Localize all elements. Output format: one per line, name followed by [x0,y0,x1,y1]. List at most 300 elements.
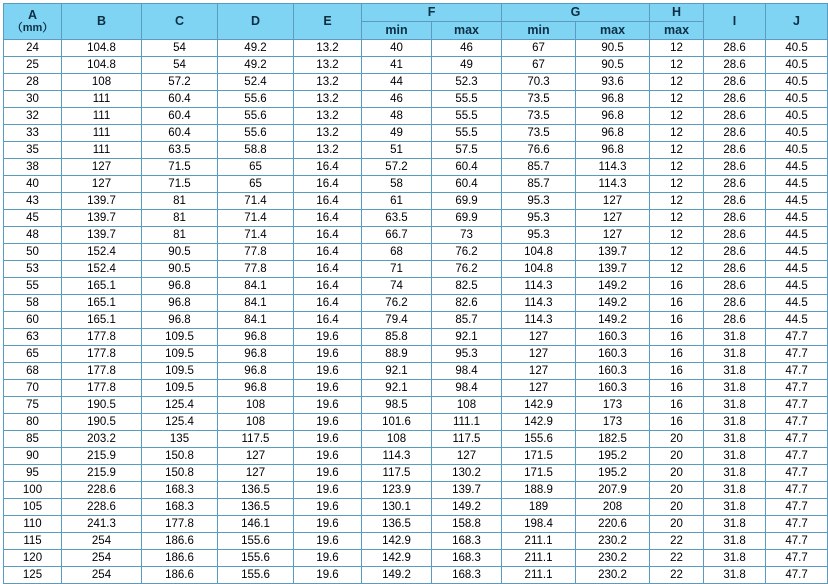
table-cell: 84.1 [218,278,294,295]
table-cell: 60.4 [432,176,502,193]
table-row [4,295,828,312]
table-cell: 28.6 [704,193,766,210]
table-cell: 22 [650,533,704,550]
table-cell: 47.7 [766,482,828,499]
table-cell: 190.5 [62,414,142,431]
table-cell: 71.5 [142,176,218,193]
table-cell: 104.8 [502,244,576,261]
table-cell: 73 [432,227,502,244]
column-header-f-min: min [362,22,432,40]
table-row [4,431,828,448]
table-cell: 73.5 [502,108,576,125]
column-header-a [4,4,62,40]
table-cell: 63.5 [362,210,432,227]
table-cell: 228.6 [62,482,142,499]
table-cell: 31.8 [704,567,766,584]
table-cell: 85.7 [432,312,502,329]
table-cell: 76.2 [432,261,502,278]
table-cell: 114.3 [576,159,650,176]
table-cell: 44.5 [766,210,828,227]
table-cell: 90.5 [142,244,218,261]
table-cell: 28.6 [704,108,766,125]
table-cell: 152.4 [62,261,142,278]
table-cell: 120 [4,550,62,567]
table-cell: 108 [218,397,294,414]
table-cell: 208 [576,499,650,516]
table-cell: 71 [362,261,432,278]
table-cell: 207.9 [576,482,650,499]
table-cell: 19.6 [294,499,362,516]
table-cell: 22 [650,550,704,567]
table-cell: 92.1 [432,329,502,346]
table-cell: 24 [4,40,62,57]
table-cell: 22 [650,567,704,584]
table-cell: 28.6 [704,125,766,142]
table-cell: 55.6 [218,91,294,108]
table-cell: 149.2 [576,295,650,312]
table-cell: 101.6 [362,414,432,431]
table-cell: 171.5 [502,465,576,482]
table-cell: 84.1 [218,295,294,312]
table-cell: 60.4 [142,91,218,108]
table-cell: 38 [4,159,62,176]
table-cell: 25 [4,57,62,74]
table-cell: 95.3 [432,346,502,363]
table-cell: 65 [218,159,294,176]
table-cell: 150.8 [142,448,218,465]
table-cell: 98.4 [432,363,502,380]
table-row [4,397,828,414]
table-cell: 28.6 [704,57,766,74]
table-cell: 44.5 [766,244,828,261]
table-cell: 96.8 [142,278,218,295]
table-cell: 67 [502,40,576,57]
table-cell: 142.9 [362,550,432,567]
table-cell: 96.8 [218,380,294,397]
table-cell: 155.6 [502,431,576,448]
table-cell: 93.6 [576,74,650,91]
table-cell: 44.5 [766,312,828,329]
column-header-g-max: max [576,22,650,40]
table-cell: 127 [576,210,650,227]
table-cell: 16.4 [294,244,362,261]
column-header-e: E [294,4,362,40]
table-cell: 117.5 [362,465,432,482]
table-cell: 16.4 [294,261,362,278]
table-cell: 215.9 [62,465,142,482]
table-cell: 20 [650,448,704,465]
table-cell: 96.8 [218,363,294,380]
table-cell: 67 [502,57,576,74]
table-cell: 44.5 [766,227,828,244]
table-cell: 149.2 [432,499,502,516]
table-cell: 40 [4,176,62,193]
table-cell: 230.2 [576,550,650,567]
table-cell: 28.6 [704,227,766,244]
table-cell: 28.6 [704,295,766,312]
table-cell: 55.5 [432,108,502,125]
table-cell: 12 [650,40,704,57]
table-row [4,74,828,91]
table-cell: 12 [650,142,704,159]
table-cell: 19.6 [294,465,362,482]
table-cell: 49 [362,125,432,142]
table-row [4,533,828,550]
table-cell: 31.8 [704,482,766,499]
column-header-g-min: min [502,22,576,40]
specification-table [3,3,828,584]
table-cell: 95.3 [502,210,576,227]
table-cell: 177.8 [142,516,218,533]
table-cell: 69.9 [432,193,502,210]
table-row [4,210,828,227]
table-cell: 12 [650,108,704,125]
table-cell: 44 [362,74,432,91]
table-cell: 49.2 [218,57,294,74]
table-cell: 40.5 [766,74,828,91]
table-cell: 47.7 [766,397,828,414]
table-cell: 165.1 [62,278,142,295]
table-row [4,125,828,142]
table-cell: 58 [362,176,432,193]
table-row [4,550,828,567]
table-cell: 13.2 [294,142,362,159]
table-cell: 186.6 [142,550,218,567]
table-cell: 160.3 [576,346,650,363]
table-cell: 71.4 [218,227,294,244]
table-cell: 16.4 [294,159,362,176]
table-cell: 146.1 [218,516,294,533]
column-header-a-label: A [27,7,38,22]
table-cell: 98.5 [362,397,432,414]
table-row [4,499,828,516]
table-cell: 139.7 [432,482,502,499]
table-cell: 127 [62,159,142,176]
table-cell: 149.2 [362,567,432,584]
table-cell: 92.1 [362,363,432,380]
table-cell: 254 [62,533,142,550]
table-cell: 16 [650,380,704,397]
table-cell: 195.2 [576,448,650,465]
table-cell: 168.3 [142,499,218,516]
table-cell: 44.5 [766,176,828,193]
table-cell: 142.9 [502,397,576,414]
table-row [4,516,828,533]
table-cell: 168.3 [432,550,502,567]
table-cell: 152.4 [62,244,142,261]
table-cell: 19.6 [294,482,362,499]
table-cell: 71.5 [142,159,218,176]
table-cell: 19.6 [294,567,362,584]
table-row [4,244,828,261]
table-cell: 96.8 [218,329,294,346]
table-cell: 155.6 [218,533,294,550]
table-cell: 52.3 [432,74,502,91]
table-cell: 47.7 [766,329,828,346]
table-cell: 109.5 [142,380,218,397]
table-cell: 32 [4,108,62,125]
table-cell: 254 [62,567,142,584]
table-cell: 142.9 [362,533,432,550]
table-row [4,448,828,465]
table-cell: 44.5 [766,159,828,176]
table-cell: 12 [650,74,704,91]
table-cell: 160.3 [576,329,650,346]
table-cell: 28 [4,74,62,91]
table-row [4,380,828,397]
table-cell: 12 [650,261,704,278]
table-cell: 96.8 [142,295,218,312]
table-cell: 48 [4,227,62,244]
table-cell: 12 [650,57,704,74]
table-cell: 125 [4,567,62,584]
table-cell: 108 [218,414,294,431]
table-cell: 96.8 [576,108,650,125]
table-cell: 31.8 [704,397,766,414]
table-cell: 177.8 [62,346,142,363]
table-cell: 31.8 [704,465,766,482]
table-cell: 76.2 [362,295,432,312]
table-cell: 60 [4,312,62,329]
table-cell: 139.7 [576,261,650,278]
table-cell: 135 [142,431,218,448]
table-cell: 40.5 [766,108,828,125]
table-cell: 16 [650,329,704,346]
table-cell: 71.4 [218,210,294,227]
table-cell: 92.1 [362,380,432,397]
table-cell: 114.3 [502,295,576,312]
table-cell: 20 [650,465,704,482]
table-cell: 127 [502,363,576,380]
table-cell: 95 [4,465,62,482]
table-cell: 189 [502,499,576,516]
table-cell: 71.4 [218,193,294,210]
column-header-h: H [650,4,704,22]
table-cell: 117.5 [432,431,502,448]
table-cell: 85.7 [502,159,576,176]
table-cell: 85.7 [502,176,576,193]
table-cell: 70 [4,380,62,397]
table-cell: 50 [4,244,62,261]
table-cell: 100 [4,482,62,499]
table-cell: 19.6 [294,397,362,414]
table-cell: 28.6 [704,74,766,91]
table-cell: 55 [4,278,62,295]
table-cell: 60.4 [432,159,502,176]
table-cell: 40.5 [766,142,828,159]
table-cell: 66.7 [362,227,432,244]
table-cell: 149.2 [576,312,650,329]
table-cell: 127 [576,193,650,210]
table-cell: 68 [362,244,432,261]
table-cell: 12 [650,244,704,261]
table-cell: 47.7 [766,380,828,397]
table-cell: 65 [4,346,62,363]
table-cell: 76.2 [432,244,502,261]
table-cell: 90.5 [576,40,650,57]
table-cell: 98.4 [432,380,502,397]
table-cell: 40.5 [766,91,828,108]
table-cell: 136.5 [218,482,294,499]
table-cell: 31.8 [704,533,766,550]
table-cell: 96.8 [142,312,218,329]
table-cell: 47.7 [766,346,828,363]
table-cell: 58 [4,295,62,312]
table-cell: 230.2 [576,567,650,584]
table-cell: 90 [4,448,62,465]
table-cell: 186.6 [142,567,218,584]
table-cell: 230.2 [576,533,650,550]
column-header-b: B [62,4,142,40]
table-row [4,227,828,244]
table-cell: 52.4 [218,74,294,91]
table-cell: 123.9 [362,482,432,499]
table-cell: 177.8 [62,363,142,380]
table-cell: 28.6 [704,40,766,57]
table-cell: 125.4 [142,414,218,431]
table-cell: 16.4 [294,278,362,295]
table-cell: 198.4 [502,516,576,533]
table-cell: 228.6 [62,499,142,516]
table-cell: 31.8 [704,448,766,465]
table-row [4,465,828,482]
table-cell: 158.8 [432,516,502,533]
table-cell: 16 [650,295,704,312]
table-header [4,4,828,40]
table-cell: 63 [4,329,62,346]
table-cell: 215.9 [62,448,142,465]
table-cell: 47.7 [766,499,828,516]
table-cell: 13.2 [294,125,362,142]
table-cell: 150.8 [142,465,218,482]
table-cell: 55.6 [218,108,294,125]
table-cell: 57.2 [362,159,432,176]
table-cell: 49 [432,57,502,74]
table-cell: 173 [576,414,650,431]
table-cell: 104.8 [502,261,576,278]
table-cell: 111 [62,108,142,125]
table-cell: 31.8 [704,516,766,533]
table-row [4,193,828,210]
table-cell: 114.3 [502,312,576,329]
table-row [4,567,828,584]
table-cell: 48 [362,108,432,125]
table-cell: 54 [142,40,218,57]
table-cell: 58.8 [218,142,294,159]
table-cell: 188.9 [502,482,576,499]
table-cell: 28.6 [704,261,766,278]
table-cell: 160.3 [576,380,650,397]
table-cell: 31.8 [704,431,766,448]
column-header-i: I [704,4,766,40]
table-cell: 28.6 [704,176,766,193]
table-cell: 108 [432,397,502,414]
column-header-c: C [142,4,218,40]
table-cell: 19.6 [294,516,362,533]
table-cell: 127 [502,380,576,397]
table-cell: 82.6 [432,295,502,312]
table-cell: 182.5 [576,431,650,448]
table-cell: 109.5 [142,346,218,363]
table-cell: 127 [502,329,576,346]
table-cell: 20 [650,499,704,516]
table-cell: 74 [362,278,432,295]
table-cell: 117.5 [218,431,294,448]
table-row [4,329,828,346]
table-cell: 186.6 [142,533,218,550]
table-cell: 28.6 [704,244,766,261]
table-row [4,40,828,57]
table-cell: 63.5 [142,142,218,159]
table-cell: 16.4 [294,295,362,312]
table-cell: 139.7 [62,227,142,244]
table-row [4,176,828,193]
table-cell: 44.5 [766,193,828,210]
table-row [4,159,828,176]
table-cell: 19.6 [294,414,362,431]
table-cell: 84.1 [218,312,294,329]
table-cell: 125.4 [142,397,218,414]
table-cell: 127 [218,465,294,482]
table-cell: 104.8 [62,57,142,74]
table-cell: 16 [650,414,704,431]
table-cell: 60.4 [142,125,218,142]
table-cell: 96.8 [576,91,650,108]
table-cell: 57.5 [432,142,502,159]
table-cell: 142.9 [502,414,576,431]
table-cell: 127 [576,227,650,244]
table-row [4,57,828,74]
table-cell: 139.7 [576,244,650,261]
table-cell: 47.7 [766,516,828,533]
table-cell: 47.7 [766,567,828,584]
table-cell: 31.8 [704,329,766,346]
table-cell: 177.8 [62,380,142,397]
table-cell: 165.1 [62,312,142,329]
table-cell: 16 [650,346,704,363]
table-cell: 47.7 [766,465,828,482]
table-cell: 203.2 [62,431,142,448]
table-row [4,363,828,380]
header-row-group [4,4,828,22]
table-cell: 31.8 [704,550,766,567]
table-row [4,261,828,278]
table-cell: 127 [432,448,502,465]
table-cell: 114.3 [576,176,650,193]
table-cell: 111 [62,125,142,142]
table-cell: 173 [576,397,650,414]
column-header-f-max: max [432,22,502,40]
table-cell: 16 [650,397,704,414]
table-cell: 139.7 [62,193,142,210]
table-cell: 45 [4,210,62,227]
table-row [4,91,828,108]
table-cell: 13.2 [294,74,362,91]
table-cell: 220.6 [576,516,650,533]
table-cell: 111 [62,142,142,159]
table-cell: 28.6 [704,91,766,108]
column-header-f: F [362,4,502,22]
table-cell: 81 [142,210,218,227]
table-cell: 19.6 [294,533,362,550]
table-cell: 47.7 [766,533,828,550]
table-cell: 114.3 [502,278,576,295]
table-cell: 19.6 [294,431,362,448]
table-row [4,142,828,159]
table-cell: 49.2 [218,40,294,57]
table-cell: 28.6 [704,210,766,227]
table-cell: 51 [362,142,432,159]
